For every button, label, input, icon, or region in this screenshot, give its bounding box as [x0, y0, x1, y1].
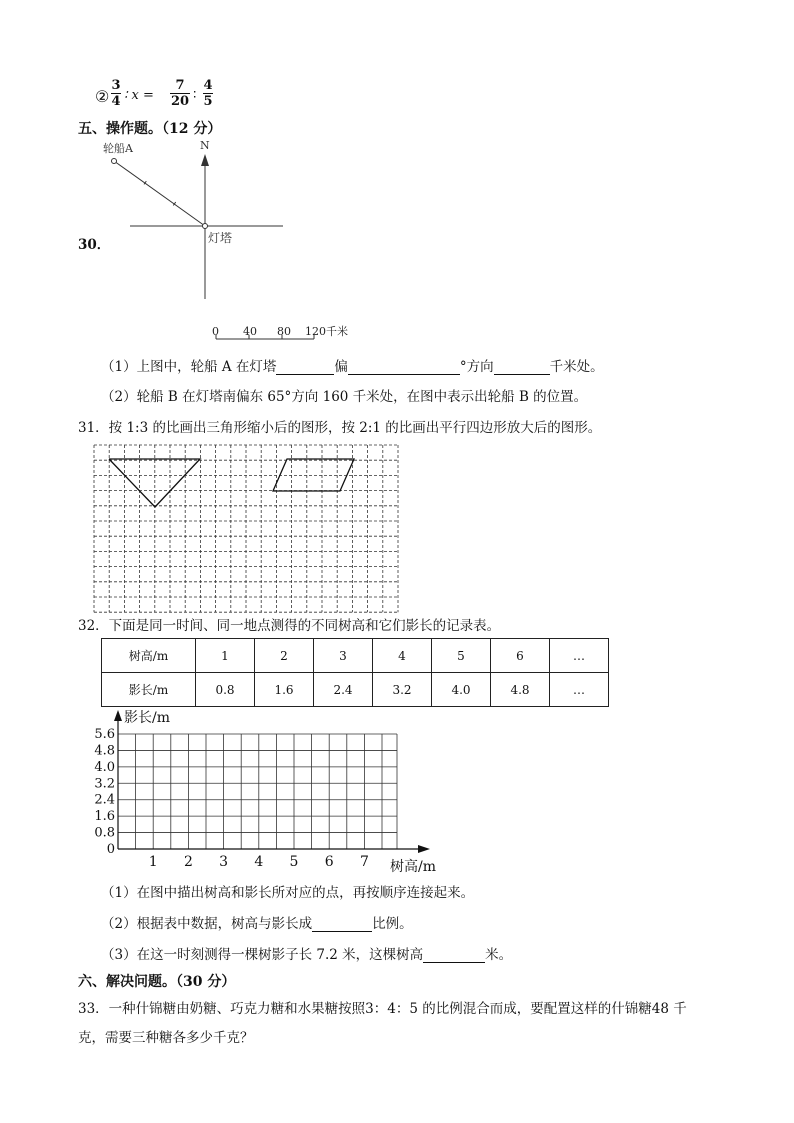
scale-tick-80: 80 [277, 325, 291, 338]
table-row [102, 673, 609, 707]
fraction-7-20: 7 20 [170, 78, 190, 109]
x-tick-label: 3 [219, 854, 229, 870]
q32-sub2: （2）根据表中数据，树高与影长成 比例。 [101, 916, 413, 932]
x-axis-arrow-icon [418, 845, 430, 853]
y-tick-label: 0 [106, 842, 115, 857]
x-tick-label: 4 [254, 854, 264, 870]
section-5-title: 五、操作题。（12 分） [78, 121, 222, 137]
q31-grid [92, 443, 400, 617]
x-axis-label: 树高/m [390, 859, 436, 875]
y-tick-label: 4.0 [94, 759, 115, 775]
fraction-3-4: 3 4 [111, 78, 121, 109]
tower-label: 灯塔 [208, 231, 233, 245]
x-tick-label: 6 [324, 854, 334, 870]
table-cell: 2.4 [314, 673, 373, 707]
table-cell: 3 [314, 639, 373, 673]
table-cell: 1 [196, 639, 255, 673]
scale-tick-0: 0 [212, 325, 219, 338]
blank-angle[interactable] [494, 360, 550, 375]
y-axis-label: 影长/m [124, 710, 170, 726]
ship-a-label: 轮船A [103, 142, 133, 155]
blank-direction[interactable] [276, 360, 334, 375]
north-arrow-icon [201, 154, 209, 166]
tower-point [203, 224, 208, 229]
x-tick-label: 2 [183, 854, 193, 870]
table-cell: 4 [373, 639, 432, 673]
table-cell: 1.6 [255, 673, 314, 707]
ratio-colon: ∶ [193, 88, 197, 103]
q30-number: 30． [78, 237, 111, 253]
circle-number: ② [95, 87, 110, 106]
table-cell: 5 [432, 639, 491, 673]
x-tick-label: 5 [289, 854, 299, 870]
q32-sub3: （3）在这一时刻测得一棵树影子长 7.2 米，这棵树高 米。 [101, 947, 513, 963]
q31-question: 31．按 1:3 的比画出三角形缩小后的图形，按 2:1 的比画出平行四边形放大后的图形。 [78, 420, 602, 436]
q32-question: 32．下面是同一时间、同一地点测得的不同树高和它们影长的记录表。 [78, 618, 501, 634]
ship-a-line [114, 161, 205, 226]
blank-tree-height[interactable] [423, 948, 485, 963]
q33-line2: 克，需要三种糖各多少千克？ [78, 1030, 254, 1046]
fraction-4-5: 4 5 [203, 78, 213, 109]
y-tick-label: 4.8 [94, 743, 115, 759]
table-cell: … [550, 639, 609, 673]
q32-chart [85, 706, 445, 876]
table-cell: 4.8 [491, 673, 550, 707]
q33-line1: 33．一种什锦糖由奶糖、巧克力糖和水果糖按照3：4：5 的比例混合而成，要配置这样的什锦糖48 千 [78, 1001, 687, 1017]
q30-direction-diagram [100, 136, 370, 346]
y-tick-label: 2.4 [94, 792, 115, 808]
y-tick-label: 1.6 [94, 809, 115, 825]
q30-sub1: （1）上图中，轮船 A 在灯塔 偏 °方向 千米处。 [101, 359, 604, 375]
north-label: N [200, 139, 210, 152]
q31-grid-lines [94, 445, 398, 612]
ratio-x: ∶ x = [124, 88, 154, 103]
y-tick-label: 0.8 [94, 825, 115, 841]
scale-tick-40: 40 [243, 325, 257, 338]
table-cell: 2 [255, 639, 314, 673]
table-header-cell: 树高/m [102, 639, 196, 673]
q32-table [101, 638, 609, 707]
table-row [102, 639, 609, 673]
blank-proportion[interactable] [312, 917, 372, 932]
ship-a-point [112, 159, 117, 164]
x-tick-label: 7 [359, 854, 369, 870]
table-cell: 4.0 [432, 673, 491, 707]
table-header-cell: 影长/m [102, 673, 196, 707]
x-tick-label: 1 [148, 854, 158, 870]
y-axis-arrow-icon [114, 710, 122, 721]
q30-sub2: （2）轮船 B 在灯塔南偏东 65°方向 160 千米处，在图中表示出轮船 B 的位置。 [101, 389, 588, 405]
table-cell: 6 [491, 639, 550, 673]
y-tick-label: 5.6 [94, 727, 115, 742]
scale-tick-120: 120千米 [305, 325, 348, 338]
table-cell: 0.8 [196, 673, 255, 707]
q32-sub1: （1）在图中描出树高和影长所对应的点，再按顺序连接起来。 [101, 885, 475, 901]
table-cell: … [550, 673, 609, 707]
blank-side[interactable] [348, 360, 460, 375]
y-tick-label: 3.2 [94, 776, 115, 792]
section-6-title: 六、解决问题。（30 分） [78, 974, 236, 990]
table-cell: 3.2 [373, 673, 432, 707]
